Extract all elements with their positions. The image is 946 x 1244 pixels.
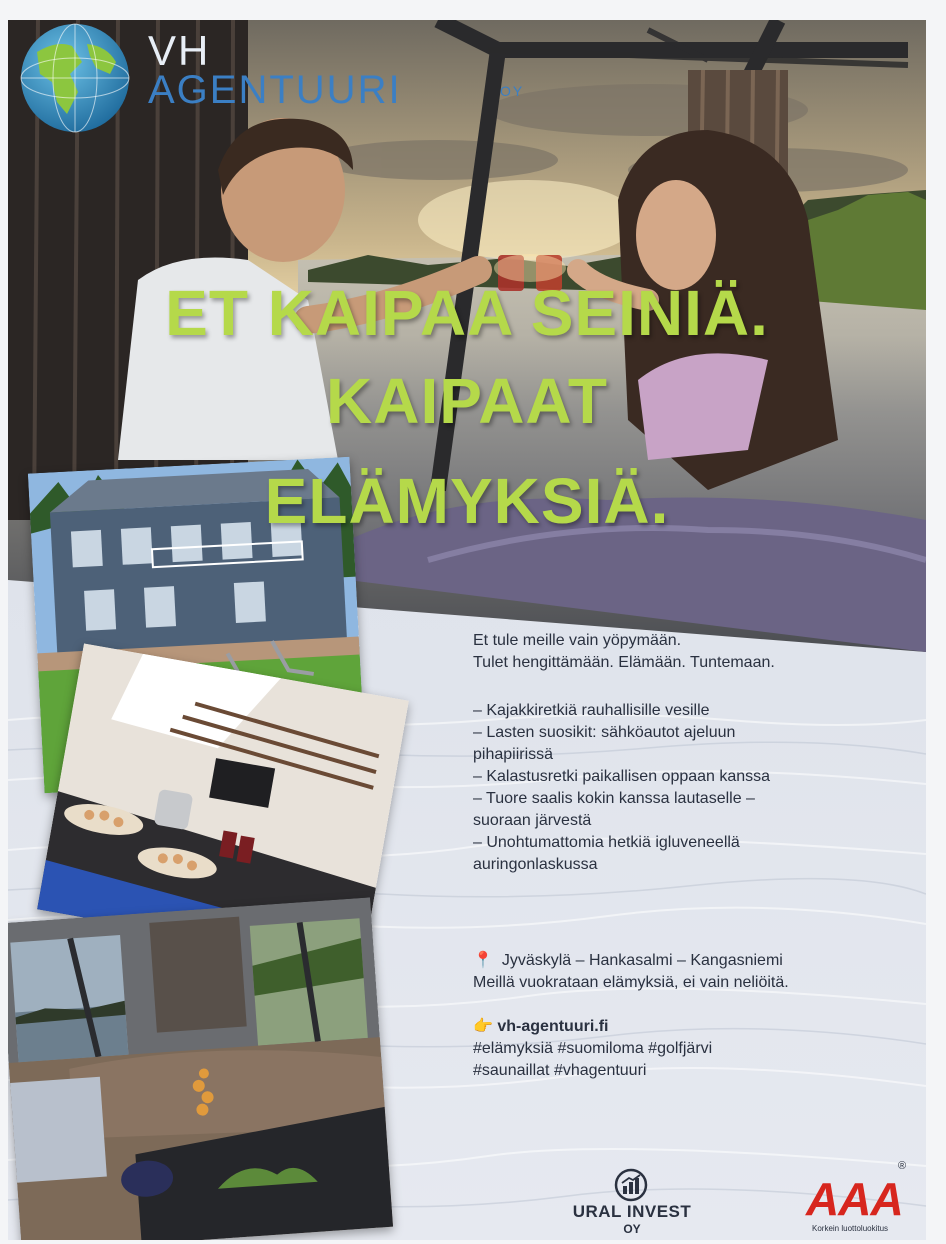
headline-line3: ELÄMYKSIÄ.	[264, 465, 670, 537]
activity-line: – Kalastusretki paikallisen oppaan kanssa	[473, 768, 771, 785]
activity-line: – Lasten suosikit: sähköautot ajeluun	[473, 724, 736, 741]
activity-line: pihapiirissä	[473, 746, 554, 763]
ural-invest-oy: OY	[623, 1222, 641, 1236]
activity-line: suoraan järvestä	[473, 812, 592, 829]
activity-line: auringonlaskussa	[473, 856, 598, 873]
headline-line2: KAIPAAT	[326, 365, 608, 437]
ural-invest-name: URAL INVEST	[572, 1202, 692, 1221]
globe-logo-icon	[12, 22, 138, 134]
brand-vh: VH	[148, 27, 211, 74]
intro-line: Tulet hengittämään. Elämään. Tuntemaan.	[473, 654, 775, 671]
hashtags-line: #saunaillat #vhagentuuri	[473, 1062, 647, 1079]
intro-text	[473, 630, 775, 674]
location-block	[473, 950, 789, 994]
activity-line: – Tuore saalis kokin kanssa lautaselle –	[473, 790, 755, 807]
headline-line1: ET KAIPAA SEINIÄ.	[165, 277, 769, 349]
activity-line: – Unohtumattomia hetkiä igluveneellä	[473, 834, 740, 851]
aaa-caption: Korkein luottoluokitus	[812, 1224, 889, 1233]
brand-suffix: OY	[500, 83, 525, 99]
activities-list	[473, 700, 770, 876]
location-places: Jyväskylä – Hankasalmi – Kangasniemi	[501, 952, 783, 969]
aaa-rating-logo: AAA	[806, 1173, 903, 1225]
hashtags-line: #elämyksiä #suomiloma #golfjärvi	[473, 1040, 713, 1057]
photo-bedroom-lake	[8, 897, 393, 1240]
ural-invest-chart-icon	[614, 1168, 648, 1202]
activity-line: – Kajakkiretkiä rauhallisille vesille	[473, 702, 710, 719]
brand-agentuuri: AGENTUURI	[148, 68, 402, 112]
pointing-hand-icon: 👉	[473, 1018, 493, 1035]
map-pin-icon: 📍	[473, 952, 493, 969]
link-block	[473, 1016, 712, 1082]
location-tagline: Meillä vuokrataan elämyksiä, ei vain neliöitä.	[473, 974, 789, 991]
poster	[8, 20, 926, 1240]
intro-line: Et tule meille vain yöpymään.	[473, 632, 682, 649]
website-link[interactable]: vh-agentuuri.fi	[497, 1018, 609, 1035]
aaa-registered-mark: ®	[898, 1160, 907, 1172]
